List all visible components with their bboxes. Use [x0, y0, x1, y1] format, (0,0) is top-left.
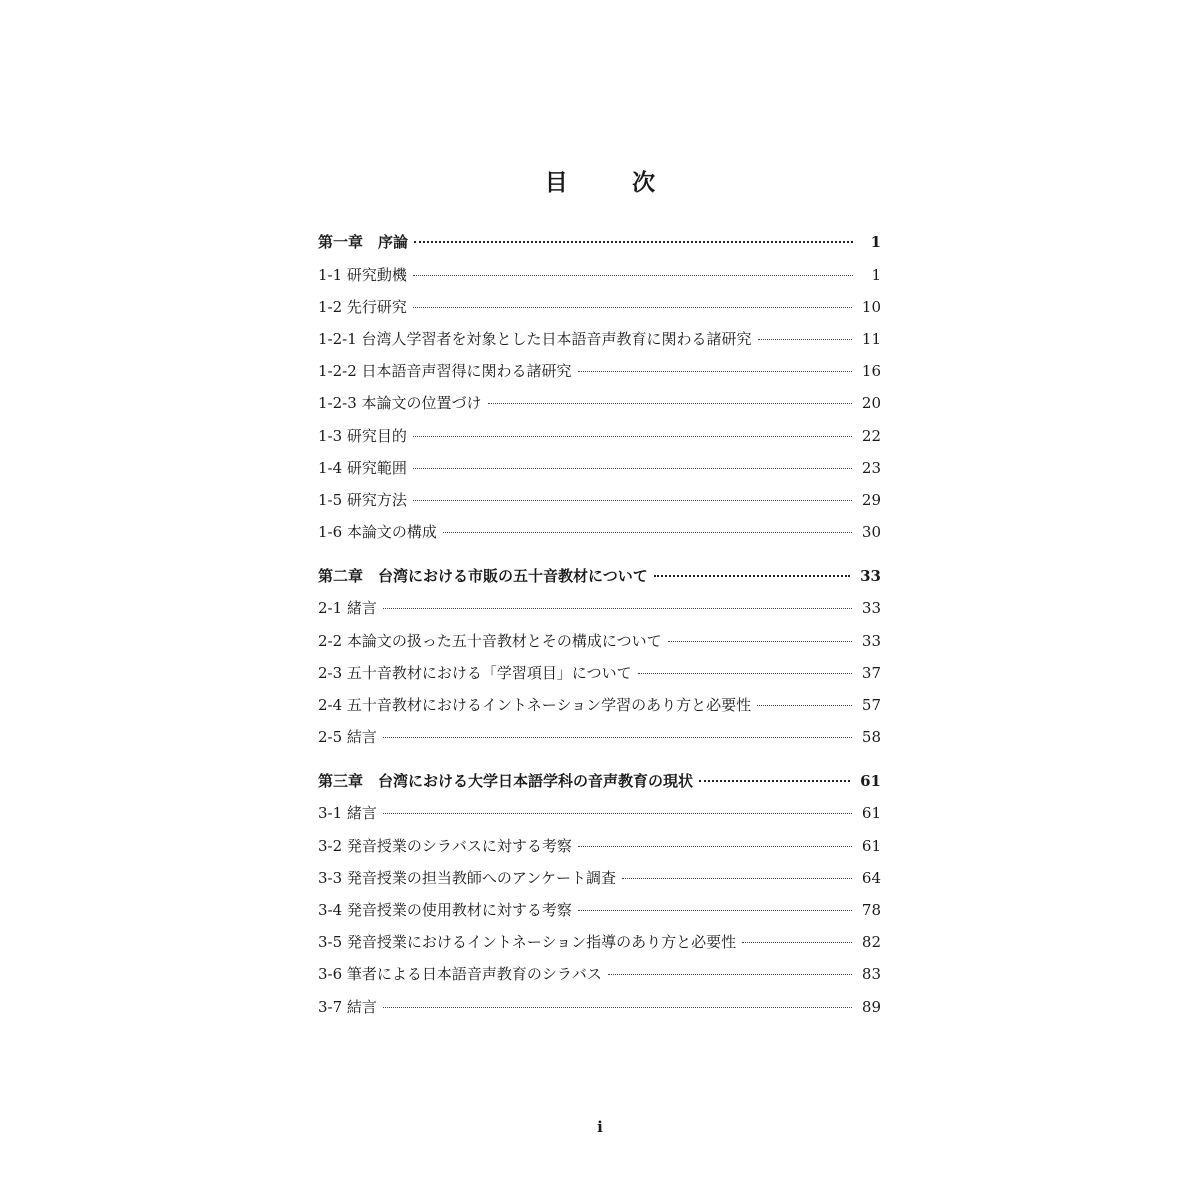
dot-leader	[699, 779, 850, 782]
toc-entry-label: 1-5 研究方法	[318, 491, 407, 509]
toc-entry-label: 3-1 緒言	[318, 804, 377, 822]
page-title: 目 次	[544, 169, 676, 196]
toc-entry-page: 30	[861, 523, 881, 541]
toc-entry-label: 3-5 発音授業におけるイントネーション指導のあり方と必要性	[318, 933, 737, 951]
toc-section-row	[318, 868, 881, 888]
toc-entry-label: 3-4 発音授業の使用教材に対する考察	[318, 901, 572, 919]
toc-entry-label: 第二章 台湾における市販の五十音教材について	[318, 567, 648, 585]
dot-leader	[578, 909, 852, 911]
toc-entry-page: 16	[861, 362, 881, 380]
dot-leader	[758, 338, 852, 340]
toc-entry-label: 3-6 筆者による日本語音声教育のシラバス	[318, 965, 602, 983]
toc-entry-page: 61	[861, 804, 881, 822]
toc-section-row	[318, 426, 881, 446]
toc-section-row	[318, 727, 881, 747]
dot-leader	[383, 607, 852, 609]
dot-leader	[488, 402, 852, 404]
dot-leader	[413, 467, 852, 469]
toc-entry-page: 78	[861, 901, 881, 919]
dot-leader	[742, 941, 852, 943]
toc-entry-label: 1-6 本論文の構成	[318, 523, 437, 541]
dot-leader	[383, 736, 852, 738]
toc-entry-page: 1	[871, 266, 881, 284]
toc-section-row	[318, 490, 881, 510]
toc-entry-label: 1-2-3 本論文の位置づけ	[318, 394, 482, 412]
toc-entry-label: 第三章 台湾における大学日本語学科の音声教育の現状	[318, 772, 694, 790]
toc-entry-label: 1-2-1 台湾人学習者を対象とした日本語音声教育に関わる諸研究	[318, 330, 752, 348]
toc-entry-label: 1-2 先行研究	[318, 298, 407, 316]
toc-entry-page: 64	[861, 869, 881, 887]
toc-entry-page: 33	[861, 632, 881, 650]
toc-entry-label: 第一章 序論	[318, 233, 409, 251]
toc-section-row	[318, 361, 881, 381]
toc-section-row	[318, 932, 881, 952]
toc-section-row	[318, 900, 881, 920]
toc-section-row	[318, 803, 881, 823]
toc-chapter-row	[318, 566, 881, 586]
toc-entry-page: 22	[861, 427, 881, 445]
dot-leader	[622, 877, 852, 879]
dot-leader	[383, 812, 852, 814]
toc-entry-page: 20	[861, 394, 881, 412]
toc-entry-page: 83	[861, 965, 881, 983]
toc-entry-page: 82	[861, 933, 881, 951]
toc-entry-page: 33	[861, 599, 881, 617]
dot-leader	[413, 499, 852, 501]
toc-entry-page: 89	[861, 998, 881, 1016]
toc-entry-page: 58	[861, 728, 881, 746]
toc-section-row	[318, 265, 881, 285]
toc-entry-label: 3-3 発音授業の担当教師へのアンケート調査	[318, 869, 617, 887]
dot-leader	[578, 845, 852, 847]
dot-leader	[413, 306, 852, 308]
toc-entry-page: 29	[861, 491, 881, 509]
toc-section-row	[318, 458, 881, 478]
dot-leader	[413, 435, 852, 437]
toc-entry-page: 61	[860, 772, 881, 790]
toc-section-row	[318, 598, 881, 618]
dot-leader	[383, 1006, 852, 1008]
toc-entry-label: 2-1 緒言	[318, 599, 377, 617]
toc-chapter-row	[318, 232, 881, 252]
toc-section-row	[318, 393, 881, 413]
dot-leader	[443, 531, 852, 533]
page-number: i	[597, 1118, 603, 1136]
toc-entry-page: 1	[870, 233, 881, 251]
toc-entry-label: 1-4 研究範囲	[318, 459, 407, 477]
toc-entry-label: 2-3 五十音教材における「学習項目」について	[318, 664, 632, 682]
toc-section-row	[318, 631, 881, 651]
toc-chapter-row	[318, 771, 881, 791]
toc-section-row	[318, 297, 881, 317]
toc-entry-label: 1-3 研究目的	[318, 427, 407, 445]
toc-section-row	[318, 997, 881, 1017]
toc-entry-page: 57	[861, 696, 881, 714]
toc-entry-label: 3-2 発音授業のシラバスに対する考察	[318, 837, 572, 855]
dot-leader	[638, 672, 852, 674]
dot-leader	[757, 704, 852, 706]
toc-entry-page: 11	[861, 330, 881, 348]
toc-entry-label: 2-2 本論文の扱った五十音教材とその構成について	[318, 632, 662, 650]
toc-entry-page: 61	[861, 837, 881, 855]
toc-section-row	[318, 964, 881, 984]
toc-section-row	[318, 663, 881, 683]
toc-entry-page: 37	[861, 664, 881, 682]
dot-leader	[414, 240, 853, 243]
toc-entry-page: 33	[860, 567, 881, 585]
dot-leader	[413, 274, 853, 276]
toc-entry-label: 1-1 研究動機	[318, 266, 407, 284]
dot-leader	[608, 973, 852, 975]
toc-section-row	[318, 522, 881, 542]
toc-entry-page: 10	[861, 298, 881, 316]
toc-section-row	[318, 836, 881, 856]
toc-entry-label: 2-4 五十音教材におけるイントネーション学習のあり方と必要性	[318, 696, 752, 714]
dot-leader	[654, 574, 850, 577]
toc-section-row	[318, 695, 881, 715]
dot-leader	[668, 640, 852, 642]
toc-entry-page: 23	[861, 459, 881, 477]
toc-entry-label: 1-2-2 日本語音声習得に関わる諸研究	[318, 362, 572, 380]
dot-leader	[578, 370, 852, 372]
toc-entry-label: 3-7 結言	[318, 998, 377, 1016]
toc-section-row	[318, 329, 881, 349]
toc-entry-label: 2-5 結言	[318, 728, 377, 746]
